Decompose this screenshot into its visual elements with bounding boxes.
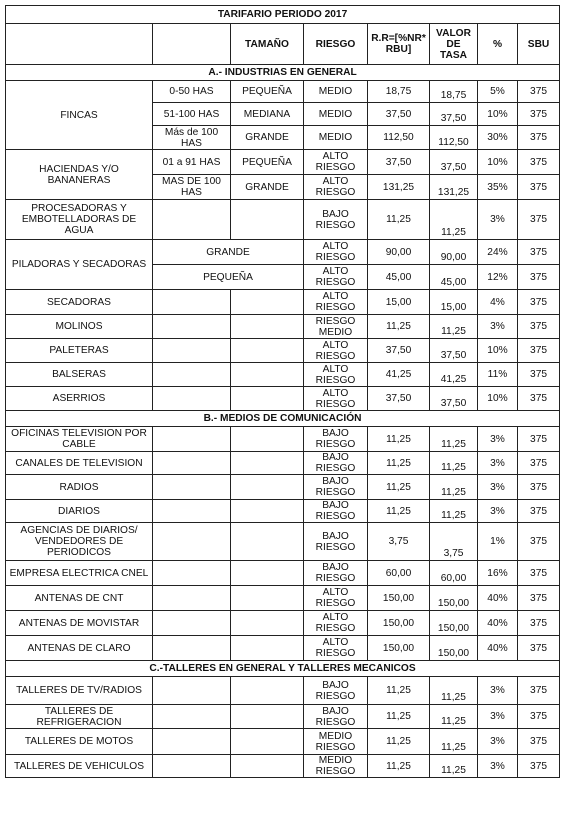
table-row bbox=[6, 586, 560, 611]
rr-cell: 11,25 bbox=[368, 500, 430, 523]
risk-cell: ALTO RIESGO bbox=[304, 290, 368, 315]
sbu-cell: 375 bbox=[518, 290, 560, 315]
table-row bbox=[6, 387, 560, 411]
rate-value-cell: 45,00 bbox=[430, 265, 478, 290]
header-valor-tasa: VALOR DE TASA bbox=[430, 24, 478, 65]
rr-cell: 11,25 bbox=[368, 755, 430, 778]
sbu-cell: 375 bbox=[518, 126, 560, 150]
rate-value-cell: 60,00 bbox=[430, 561, 478, 586]
subcategory-cell bbox=[153, 387, 231, 411]
category-cell: TALLERES DE MOTOS bbox=[6, 729, 153, 755]
rr-cell: 11,25 bbox=[368, 427, 430, 452]
risk-cell: MEDIO RIESGO bbox=[304, 755, 368, 778]
size-cell: MEDIANA bbox=[231, 103, 304, 126]
subcategory-cell bbox=[153, 290, 231, 315]
subcategory-cell bbox=[153, 586, 231, 611]
subcategory-cell: 51-100 HAS bbox=[153, 103, 231, 126]
rr-cell: 37,50 bbox=[368, 339, 430, 363]
subcategory-cell: 0-50 HAS bbox=[153, 81, 231, 103]
rr-cell: 90,00 bbox=[368, 240, 430, 265]
rate-value-cell: 11,25 bbox=[430, 452, 478, 475]
rr-cell: 131,25 bbox=[368, 175, 430, 200]
rate-value-cell: 11,25 bbox=[430, 500, 478, 523]
section-heading: C.-TALLERES EN GENERAL Y TALLERES MECANICOS bbox=[6, 661, 560, 677]
table-row bbox=[6, 755, 560, 778]
rate-value-cell: 37,50 bbox=[430, 387, 478, 411]
rate-value-cell: 11,25 bbox=[430, 729, 478, 755]
subcategory-cell: 01 a 91 HAS bbox=[153, 150, 231, 175]
risk-cell: ALTO RIESGO bbox=[304, 240, 368, 265]
percent-cell: 3% bbox=[478, 705, 518, 729]
rr-cell: 37,50 bbox=[368, 150, 430, 175]
percent-cell: 11% bbox=[478, 363, 518, 387]
size-cell bbox=[231, 475, 304, 500]
size-cell: GRANDE bbox=[231, 126, 304, 150]
sbu-cell: 375 bbox=[518, 561, 560, 586]
percent-cell: 10% bbox=[478, 387, 518, 411]
percent-cell: 12% bbox=[478, 265, 518, 290]
subcategory-cell bbox=[153, 755, 231, 778]
sbu-cell: 375 bbox=[518, 729, 560, 755]
category-cell: AGENCIAS DE DIARIOS/ VENDEDORES DE PERIODICOS bbox=[6, 523, 153, 561]
category-cell: SECADORAS bbox=[6, 290, 153, 315]
category-cell: TALLERES DE REFRIGERACION bbox=[6, 705, 153, 729]
percent-cell: 40% bbox=[478, 636, 518, 661]
rate-value-cell: 37,50 bbox=[430, 339, 478, 363]
table-row bbox=[6, 150, 560, 175]
size-cell bbox=[231, 677, 304, 705]
rr-cell: 150,00 bbox=[368, 636, 430, 661]
percent-cell: 3% bbox=[478, 500, 518, 523]
category-cell: PALETERAS bbox=[6, 339, 153, 363]
category-cell: PILADORAS Y SECADORAS bbox=[6, 240, 153, 290]
size-cell bbox=[231, 339, 304, 363]
sbu-cell: 375 bbox=[518, 755, 560, 778]
rate-value-cell: 11,25 bbox=[430, 315, 478, 339]
rr-cell: 18,75 bbox=[368, 81, 430, 103]
category-cell: BALSERAS bbox=[6, 363, 153, 387]
category-cell: PROCESADORAS Y EMBOTELLADORAS DE AGUA bbox=[6, 200, 153, 240]
sbu-cell: 375 bbox=[518, 315, 560, 339]
subcategory-cell: GRANDE bbox=[153, 240, 304, 265]
risk-cell: BAJO RIESGO bbox=[304, 705, 368, 729]
table-row bbox=[6, 427, 560, 452]
rate-value-cell: 150,00 bbox=[430, 636, 478, 661]
rr-cell: 112,50 bbox=[368, 126, 430, 150]
subcategory-cell bbox=[153, 729, 231, 755]
rate-value-cell: 11,25 bbox=[430, 200, 478, 240]
risk-cell: BAJO RIESGO bbox=[304, 500, 368, 523]
percent-cell: 10% bbox=[478, 339, 518, 363]
risk-cell: MEDIO bbox=[304, 103, 368, 126]
risk-cell: ALTO RIESGO bbox=[304, 339, 368, 363]
sbu-cell: 375 bbox=[518, 240, 560, 265]
sbu-cell: 375 bbox=[518, 339, 560, 363]
sbu-cell: 375 bbox=[518, 427, 560, 452]
subcategory-cell bbox=[153, 427, 231, 452]
sbu-cell: 375 bbox=[518, 611, 560, 636]
header-categoria bbox=[6, 24, 153, 65]
category-cell: EMPRESA ELECTRICA CNEL bbox=[6, 561, 153, 586]
category-cell: ANTENAS DE MOVISTAR bbox=[6, 611, 153, 636]
table-row bbox=[6, 315, 560, 339]
category-cell: TALLERES DE VEHICULOS bbox=[6, 755, 153, 778]
size-cell bbox=[231, 427, 304, 452]
section-heading: B.- MEDIOS DE COMUNICACIÓN bbox=[6, 411, 560, 427]
percent-cell: 10% bbox=[478, 103, 518, 126]
sbu-cell: 375 bbox=[518, 586, 560, 611]
table-row bbox=[6, 81, 560, 103]
risk-cell: ALTO RIESGO bbox=[304, 363, 368, 387]
category-cell: ANTENAS DE CNT bbox=[6, 586, 153, 611]
rate-value-cell: 15,00 bbox=[430, 290, 478, 315]
rate-value-cell: 131,25 bbox=[430, 175, 478, 200]
rate-value-cell: 3,75 bbox=[430, 523, 478, 561]
rr-cell: 37,50 bbox=[368, 103, 430, 126]
subcategory-cell bbox=[153, 523, 231, 561]
percent-cell: 3% bbox=[478, 755, 518, 778]
size-cell bbox=[231, 611, 304, 636]
header-tamano: TAMAÑO bbox=[231, 24, 304, 65]
header-sbu: SBU bbox=[518, 24, 560, 65]
percent-cell: 40% bbox=[478, 586, 518, 611]
table-row bbox=[6, 475, 560, 500]
rr-cell: 150,00 bbox=[368, 611, 430, 636]
sbu-cell: 375 bbox=[518, 452, 560, 475]
risk-cell: RIESGO MEDIO bbox=[304, 315, 368, 339]
header-riesgo: RIESGO bbox=[304, 24, 368, 65]
subcategory-cell bbox=[153, 452, 231, 475]
rate-value-cell: 41,25 bbox=[430, 363, 478, 387]
percent-cell: 30% bbox=[478, 126, 518, 150]
percent-cell: 3% bbox=[478, 427, 518, 452]
subcategory-cell: MAS DE 100 HAS bbox=[153, 175, 231, 200]
subcategory-cell bbox=[153, 500, 231, 523]
table-row bbox=[6, 339, 560, 363]
table-row bbox=[6, 240, 560, 265]
risk-cell: BAJO RIESGO bbox=[304, 561, 368, 586]
percent-cell: 3% bbox=[478, 200, 518, 240]
risk-cell: BAJO RIESGO bbox=[304, 452, 368, 475]
table-row bbox=[6, 636, 560, 661]
subcategory-cell bbox=[153, 339, 231, 363]
category-cell: TALLERES DE TV/RADIOS bbox=[6, 677, 153, 705]
sbu-cell: 375 bbox=[518, 387, 560, 411]
size-cell bbox=[231, 705, 304, 729]
sbu-cell: 375 bbox=[518, 175, 560, 200]
rr-cell: 11,25 bbox=[368, 677, 430, 705]
risk-cell: MEDIO RIESGO bbox=[304, 729, 368, 755]
rr-cell: 11,25 bbox=[368, 705, 430, 729]
table-row bbox=[6, 290, 560, 315]
sbu-cell: 375 bbox=[518, 705, 560, 729]
category-cell: RADIOS bbox=[6, 475, 153, 500]
rr-cell: 11,25 bbox=[368, 315, 430, 339]
header-subcategoria bbox=[153, 24, 231, 65]
rr-cell: 3,75 bbox=[368, 523, 430, 561]
percent-cell: 3% bbox=[478, 677, 518, 705]
size-cell bbox=[231, 200, 304, 240]
size-cell bbox=[231, 290, 304, 315]
size-cell bbox=[231, 315, 304, 339]
rate-value-cell: 18,75 bbox=[430, 81, 478, 103]
risk-cell: ALTO RIESGO bbox=[304, 175, 368, 200]
category-cell: HACIENDAS Y/O BANANERAS bbox=[6, 150, 153, 200]
size-cell bbox=[231, 636, 304, 661]
table-row bbox=[6, 611, 560, 636]
size-cell bbox=[231, 755, 304, 778]
size-cell bbox=[231, 586, 304, 611]
risk-cell: MEDIO bbox=[304, 81, 368, 103]
percent-cell: 1% bbox=[478, 523, 518, 561]
rate-value-cell: 112,50 bbox=[430, 126, 478, 150]
risk-cell: BAJO RIESGO bbox=[304, 475, 368, 500]
risk-cell: BAJO RIESGO bbox=[304, 677, 368, 705]
percent-cell: 35% bbox=[478, 175, 518, 200]
percent-cell: 3% bbox=[478, 729, 518, 755]
category-cell: ANTENAS DE CLARO bbox=[6, 636, 153, 661]
risk-cell: BAJO RIESGO bbox=[304, 427, 368, 452]
sbu-cell: 375 bbox=[518, 265, 560, 290]
percent-cell: 40% bbox=[478, 611, 518, 636]
rate-value-cell: 11,25 bbox=[430, 705, 478, 729]
risk-cell: MEDIO bbox=[304, 126, 368, 150]
risk-cell: ALTO RIESGO bbox=[304, 387, 368, 411]
rr-cell: 60,00 bbox=[368, 561, 430, 586]
rate-value-cell: 37,50 bbox=[430, 150, 478, 175]
subcategory-cell bbox=[153, 561, 231, 586]
category-cell: FINCAS bbox=[6, 81, 153, 150]
category-cell: ASERRIOS bbox=[6, 387, 153, 411]
percent-cell: 5% bbox=[478, 81, 518, 103]
subcategory-cell: Más de 100 HAS bbox=[153, 126, 231, 150]
size-cell bbox=[231, 561, 304, 586]
table-row bbox=[6, 452, 560, 475]
subcategory-cell bbox=[153, 705, 231, 729]
risk-cell: BAJO RIESGO bbox=[304, 200, 368, 240]
rate-value-cell: 150,00 bbox=[430, 611, 478, 636]
size-cell: GRANDE bbox=[231, 175, 304, 200]
table-row bbox=[6, 729, 560, 755]
size-cell bbox=[231, 500, 304, 523]
rr-cell: 15,00 bbox=[368, 290, 430, 315]
rate-value-cell: 37,50 bbox=[430, 103, 478, 126]
rr-cell: 41,25 bbox=[368, 363, 430, 387]
tarifario-table bbox=[5, 5, 560, 778]
table-row bbox=[6, 523, 560, 561]
subcategory-cell bbox=[153, 315, 231, 339]
rate-value-cell: 90,00 bbox=[430, 240, 478, 265]
risk-cell: BAJO RIESGO bbox=[304, 523, 368, 561]
sbu-cell: 375 bbox=[518, 475, 560, 500]
subcategory-cell bbox=[153, 363, 231, 387]
risk-cell: ALTO RIESGO bbox=[304, 586, 368, 611]
size-cell bbox=[231, 363, 304, 387]
table-row bbox=[6, 705, 560, 729]
percent-cell: 3% bbox=[478, 475, 518, 500]
rr-cell: 37,50 bbox=[368, 387, 430, 411]
header-porcentaje: % bbox=[478, 24, 518, 65]
risk-cell: ALTO RIESGO bbox=[304, 150, 368, 175]
rr-cell: 150,00 bbox=[368, 586, 430, 611]
sbu-cell: 375 bbox=[518, 103, 560, 126]
sbu-cell: 375 bbox=[518, 500, 560, 523]
rr-cell: 11,25 bbox=[368, 452, 430, 475]
rate-value-cell: 11,25 bbox=[430, 755, 478, 778]
size-cell bbox=[231, 452, 304, 475]
table-title: TARIFARIO PERIODO 2017 bbox=[6, 6, 560, 24]
category-cell: CANALES DE TELEVISION bbox=[6, 452, 153, 475]
table-row bbox=[6, 677, 560, 705]
table-row bbox=[6, 500, 560, 523]
rate-value-cell: 11,25 bbox=[430, 677, 478, 705]
subcategory-cell bbox=[153, 611, 231, 636]
size-cell: PEQUEÑA bbox=[231, 150, 304, 175]
size-cell bbox=[231, 523, 304, 561]
risk-cell: ALTO RIESGO bbox=[304, 636, 368, 661]
percent-cell: 24% bbox=[478, 240, 518, 265]
rate-value-cell: 150,00 bbox=[430, 586, 478, 611]
rr-cell: 11,25 bbox=[368, 729, 430, 755]
table-row bbox=[6, 363, 560, 387]
size-cell: PEQUEÑA bbox=[231, 81, 304, 103]
sbu-cell: 375 bbox=[518, 200, 560, 240]
table-row bbox=[6, 200, 560, 240]
rr-cell: 11,25 bbox=[368, 475, 430, 500]
category-cell: OFICINAS TELEVISION POR CABLE bbox=[6, 427, 153, 452]
percent-cell: 16% bbox=[478, 561, 518, 586]
size-cell bbox=[231, 387, 304, 411]
subcategory-cell bbox=[153, 636, 231, 661]
subcategory-cell: PEQUEÑA bbox=[153, 265, 304, 290]
sbu-cell: 375 bbox=[518, 523, 560, 561]
percent-cell: 10% bbox=[478, 150, 518, 175]
percent-cell: 4% bbox=[478, 290, 518, 315]
subcategory-cell bbox=[153, 475, 231, 500]
rr-cell: 45,00 bbox=[368, 265, 430, 290]
sbu-cell: 375 bbox=[518, 677, 560, 705]
risk-cell: ALTO RIESGO bbox=[304, 611, 368, 636]
header-rr: R.R=[%NR* RBU] bbox=[368, 24, 430, 65]
subcategory-cell bbox=[153, 200, 231, 240]
sbu-cell: 375 bbox=[518, 150, 560, 175]
subcategory-cell bbox=[153, 677, 231, 705]
section-heading: A.- INDUSTRIAS EN GENERAL bbox=[6, 65, 560, 81]
risk-cell: ALTO RIESGO bbox=[304, 265, 368, 290]
rr-cell: 11,25 bbox=[368, 200, 430, 240]
rate-value-cell: 11,25 bbox=[430, 427, 478, 452]
sbu-cell: 375 bbox=[518, 81, 560, 103]
category-cell: MOLINOS bbox=[6, 315, 153, 339]
category-cell: DIARIOS bbox=[6, 500, 153, 523]
percent-cell: 3% bbox=[478, 315, 518, 339]
table-row bbox=[6, 561, 560, 586]
percent-cell: 3% bbox=[478, 452, 518, 475]
size-cell bbox=[231, 729, 304, 755]
sbu-cell: 375 bbox=[518, 636, 560, 661]
rate-value-cell: 11,25 bbox=[430, 475, 478, 500]
sbu-cell: 375 bbox=[518, 363, 560, 387]
